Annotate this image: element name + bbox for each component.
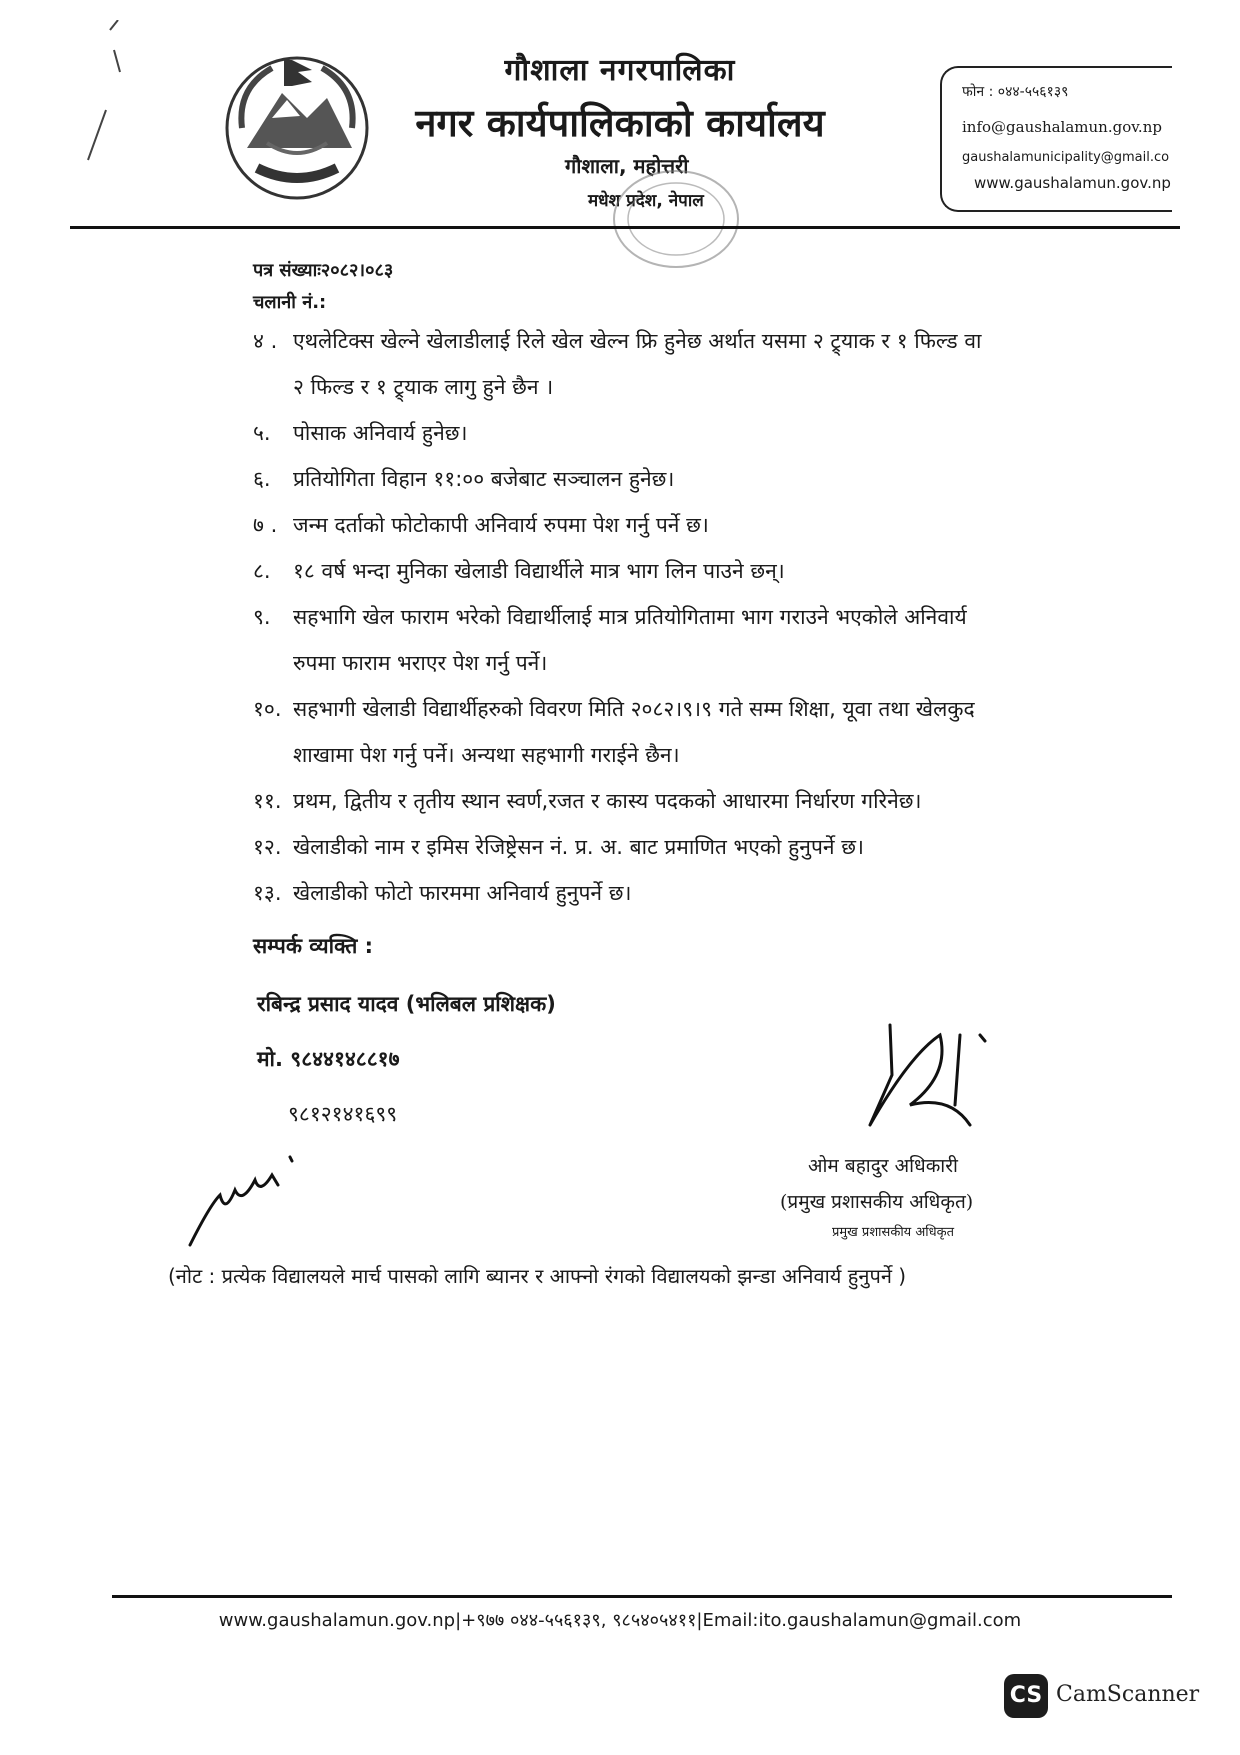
- camscanner-label: CamScanner: [1056, 1682, 1200, 1707]
- item-continuation: शाखामा पेश गर्नु पर्ने। अन्यथा सहभागी गराईने छैन।: [293, 743, 680, 767]
- list-item: [253, 824, 1153, 870]
- contact-website[interactable]: www.gaushalamun.gov.np: [974, 174, 1171, 192]
- item-text: पोसाक अनिवार्य हुनेछ।: [293, 421, 468, 445]
- item-text: प्रथम, द्वितीय र तृतीय स्थान स्वर्ण,रजत र कास्य पदकको आधारमा निर्धारण गरिनेछ।: [293, 789, 922, 813]
- item-text: खेलाडीको नाम र इमिस रेजिष्ट्रेसन नं. प्र. अ. बाट प्रमाणित भएको हुनुपर्ने छ।: [293, 835, 864, 859]
- signatory-title: (प्रमुख प्रशासकीय अधिकृत): [780, 1191, 974, 1213]
- municipality-name: गौशाला नगरपालिका: [504, 53, 736, 88]
- list-item: [253, 410, 1153, 456]
- list-item: [253, 502, 1153, 548]
- item-number: ८.: [253, 559, 271, 583]
- footer-divider: [112, 1595, 1172, 1598]
- list-item: [253, 318, 1153, 410]
- camscanner-watermark: [1004, 1672, 1214, 1722]
- item-text: सहभागि खेल फाराम भरेको विद्यार्थीलाई मात्र प्रतियोगितामा भाग गराउने भएकोले अनिवार्य: [293, 605, 967, 629]
- item-continuation: २ फिल्ड र १ ट्र्याक लागु हुने छैन ।: [293, 375, 554, 399]
- item-text: खेलाडीको फोटो फारममा अनिवार्य हुनुपर्ने छ।: [293, 881, 632, 905]
- note-text: (नोट : प्रत्येक विद्यालयले मार्च पासको लागि ब्यानर र आफ्नो रंगको विद्यालयको झन्डा अनिवार्य हुनुपर्ने ): [168, 1264, 907, 1288]
- office-name: नगर कार्यपालिकाको कार्यालय: [415, 101, 825, 145]
- contact-email-info[interactable]: info@gaushalamun.gov.np: [962, 118, 1162, 136]
- item-number: १३.: [253, 881, 282, 905]
- list-item: [253, 686, 1153, 778]
- signatory-stamp: प्रमुख प्रशासकीय अधिकृत: [832, 1225, 955, 1240]
- item-number: ११.: [253, 789, 282, 813]
- item-text: प्रतियोगिता विहान ११:०० बजेबाट सञ्चालन हुनेछ।: [293, 467, 675, 491]
- item-text: १८ वर्ष भन्दा मुनिका खेलाडी विद्यार्थीले मात्र भाग लिन पाउने छन्।: [293, 559, 785, 583]
- contact-phone: फोन : ०४४-५५६१३९: [962, 84, 1069, 100]
- contact-person-mobile: मो. ९८४४१४८८१७: [257, 1047, 400, 1071]
- signatory-name: ओम बहादुर अधिकारी: [808, 1155, 958, 1177]
- item-text: सहभागी खेलाडी विद्यार्थीहरुको विवरण मिति २०८२।९।९ गते सम्म शिक्षा, यूवा तथा खेलकुद: [293, 697, 975, 721]
- list-item: [253, 870, 1153, 916]
- contact-box: [940, 66, 1172, 212]
- item-number: १२.: [253, 835, 282, 859]
- office-location: गौशाला, महोत्तरी: [565, 154, 689, 178]
- list-item: [253, 778, 1153, 824]
- contact-person-heading: सम्पर्क व्यक्ति :: [253, 934, 373, 958]
- item-text: एथलेटिक्स खेल्ने खेलाडीलाई रिले खेल खेल्न फ्रि हुनेछ अर्थात यसमा २ ट्र्याक र १ फिल्ड वा: [293, 329, 982, 353]
- item-number: १०.: [253, 697, 282, 721]
- initials-scribble: [180, 1145, 310, 1255]
- office-province: मधेश प्रदेश, नेपाल: [588, 191, 704, 211]
- list-item: [253, 456, 1153, 502]
- footer-contact: www.gaushalamun.gov.np|+९७७ ०४४-५५६१३९, ९८५४०५४११|Email:ito.gaushalamun@gmail.com: [218, 1610, 1022, 1631]
- list-item: [253, 594, 1153, 686]
- signature-image: [840, 1015, 1020, 1165]
- item-number: ४ .: [253, 329, 278, 353]
- dispatch-number: चलानी नं.:: [253, 292, 327, 313]
- list-item: [253, 548, 1153, 594]
- contact-person-mobile-alt: ९८१२१४१६९९: [288, 1102, 398, 1126]
- contact-person-name: रबिन्द्र प्रसाद यादव (भलिबल प्रशिक्षक): [257, 992, 556, 1016]
- item-continuation: रुपमा फाराम भराएर पेश गर्नु पर्ने।: [293, 651, 548, 675]
- instructions-list: [253, 318, 1153, 916]
- item-number: ९.: [253, 605, 271, 629]
- office-seal-stamp: [608, 164, 743, 274]
- item-text: जन्म दर्ताको फोटोकापी अनिवार्य रुपमा पेश गर्नु पर्ने छ।: [293, 513, 709, 537]
- item-number: ७ .: [253, 513, 278, 537]
- camscanner-logo-icon: CS: [1004, 1674, 1048, 1718]
- contact-email-gmail[interactable]: gaushalamunicipality@gmail.co: [962, 150, 1170, 165]
- item-number: ५.: [253, 421, 271, 445]
- header-divider: [70, 226, 1180, 229]
- item-number: ६.: [253, 467, 271, 491]
- letter-reference-number: पत्र संख्याः२०८२।०८३: [253, 260, 394, 281]
